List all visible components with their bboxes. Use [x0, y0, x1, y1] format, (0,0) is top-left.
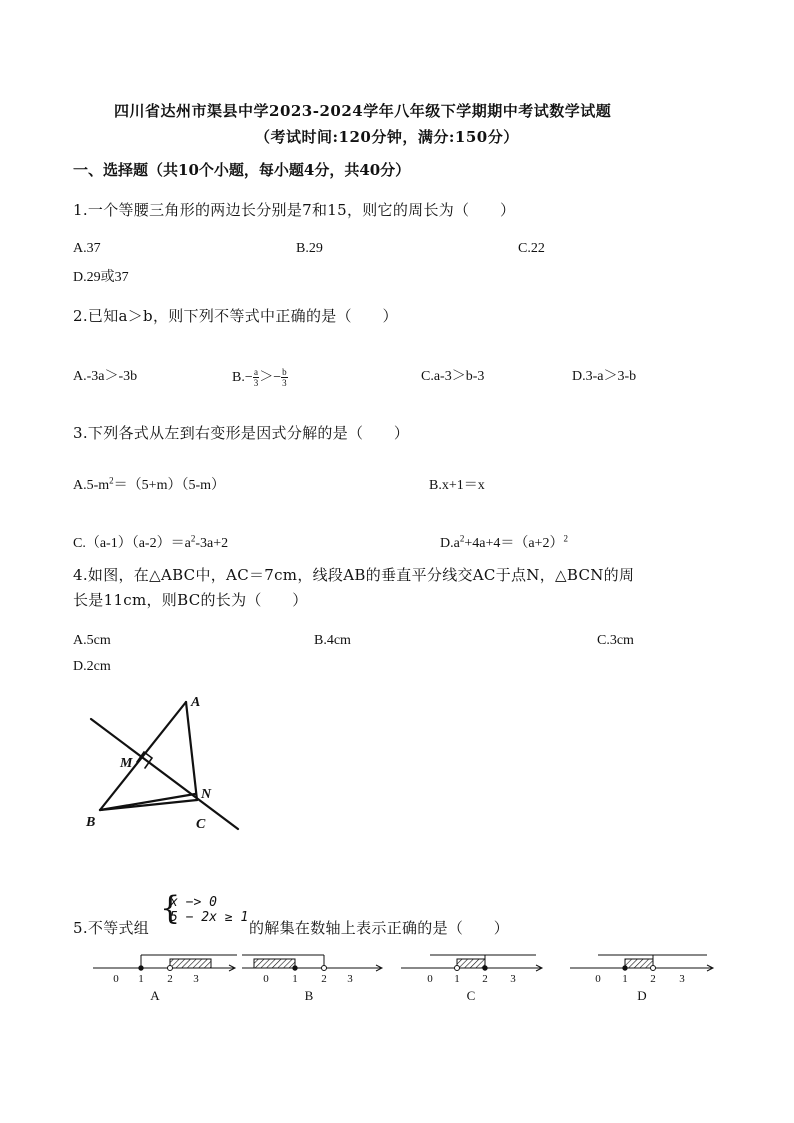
axis-a-label: A — [150, 988, 160, 1003]
inequality-2: 5 − 2x ≥ 1 — [170, 910, 249, 925]
q3-d-exponent: 2 — [459, 533, 465, 544]
q3-a-text: A.5-m — [73, 478, 110, 493]
q3-option-d — [440, 532, 568, 552]
perpendicular-bisector — [91, 719, 238, 829]
q1-option-b: B.29 — [296, 241, 323, 256]
axis-a-tick-1: 1 — [138, 973, 144, 985]
question-4-stem-line2: 长是11cm，则BC的长为（ ） — [73, 591, 308, 609]
axis-b-tick-3: 3 — [347, 973, 353, 985]
question-4-stem-line1: 4.如图，在△ABC中，AC＝7cm，线段AB的垂直平分线交AC于点N，△BCN的周 — [73, 566, 635, 584]
q4-option-d: D.2cm — [73, 659, 111, 674]
axis-b-tick-0: 0 — [263, 973, 269, 985]
q2-b-minus-2: − — [273, 370, 282, 385]
number-line-c — [401, 955, 542, 971]
number-line-a — [93, 955, 237, 971]
q3-c-text: C.（a-1）（a-2）＝a — [73, 536, 191, 551]
q3-option-b: B.x+1＝x — [429, 478, 485, 493]
number-line-d — [570, 955, 713, 971]
axis-b-tick-2: 2 — [321, 973, 327, 985]
label-m: M — [120, 756, 133, 771]
label-n: N — [201, 787, 212, 802]
q3-a-text-rest: ＝（5+m）（5-m） — [113, 478, 226, 493]
question-2-stem: 2.已知a＞b，则下列不等式中正确的是（ ） — [73, 307, 398, 325]
q2-b-prefix: B. — [232, 370, 245, 385]
q2-option-c: C.a-3＞b-3 — [421, 369, 485, 384]
question-1-stem: 1.一个等腰三角形的两边长分别是7和15，则它的周长为（ ） — [73, 201, 516, 219]
triangle-figure — [80, 690, 250, 840]
inequality-1: x −> 0 — [170, 895, 217, 910]
segment-ac — [186, 702, 197, 800]
q2-b-numerator-2: b — [282, 367, 287, 378]
axis-c-label: C — [466, 988, 476, 1003]
label-c: C — [196, 817, 206, 832]
q3-d-text-rest: +4a+4＝（a+2） — [464, 536, 564, 551]
axis-d-tick-1: 1 — [622, 973, 628, 985]
q4-option-b: B.4cm — [314, 633, 351, 648]
q3-c-text-rest: -3a+2 — [195, 536, 229, 551]
q2-b-minus-1: − — [244, 370, 253, 385]
axis-a-tick-2: 2 — [167, 973, 173, 985]
q2-b-greater: ＞ — [259, 370, 274, 385]
q4-option-a: A.5cm — [73, 633, 111, 648]
q2-b-fraction-2 — [281, 367, 288, 388]
question-5-suffix: 的解集在数轴上表示正确的是（ ） — [249, 919, 510, 937]
segment-ab — [100, 702, 186, 810]
q3-c-exponent: 2 — [190, 533, 196, 544]
axis-d-tick-3: 3 — [679, 973, 685, 985]
inequality-system — [170, 895, 248, 925]
q1-option-c: C.22 — [518, 241, 545, 256]
q1-option-d: D.29或37 — [73, 270, 129, 285]
q3-d-text: D.a — [440, 536, 460, 551]
exam-info: （考试时间:120分钟，满分:150分） — [255, 128, 519, 146]
axis-c-tick-3: 3 — [510, 973, 516, 985]
number-line-b — [242, 955, 382, 971]
axis-b-tick-1: 1 — [292, 973, 298, 985]
axis-d-label: D — [637, 988, 647, 1003]
q3-option-c — [73, 532, 228, 552]
axis-a-tick-3: 3 — [193, 973, 199, 985]
q2-b-numerator-1: a — [254, 367, 258, 378]
q2-option-a: A.-3a＞-3b — [73, 369, 138, 384]
q2-b-denominator-1: 3 — [253, 378, 259, 389]
axis-c-tick-0: 0 — [427, 973, 433, 985]
axis-c-tick-2: 2 — [482, 973, 488, 985]
q1-option-a: A.37 — [73, 241, 101, 256]
q2-option-d: D.3-a＞3-b — [572, 369, 637, 384]
axis-b-label: B — [304, 988, 314, 1003]
axis-d-tick-0: 0 — [595, 973, 601, 985]
page-title: 四川省达州市渠县中学2023-2024学年八年级下学期期中考试数学试题 — [114, 102, 612, 120]
axis-d-tick-2: 2 — [650, 973, 656, 985]
label-a: A — [191, 695, 201, 710]
q4-option-c: C.3cm — [597, 633, 634, 648]
question-5-prefix: 5.不等式组 — [73, 919, 150, 937]
q3-a-exponent: 2 — [109, 475, 114, 486]
section-heading: 一、选择题（共10个小题，每小题4分，共40分） — [73, 161, 411, 179]
system-brace: { — [160, 889, 181, 927]
number-line-options — [88, 948, 718, 1008]
q2-option-b — [232, 366, 288, 388]
question-3-stem: 3.下列各式从左到右变形是因式分解的是（ ） — [73, 424, 410, 442]
q2-b-denominator-2: 3 — [282, 378, 287, 389]
axis-c-tick-1: 1 — [454, 973, 460, 985]
label-b: B — [86, 815, 96, 830]
q3-d-exponent-2: 2 — [563, 533, 568, 544]
q3-option-a — [73, 474, 225, 494]
axis-a-tick-0: 0 — [113, 973, 119, 985]
